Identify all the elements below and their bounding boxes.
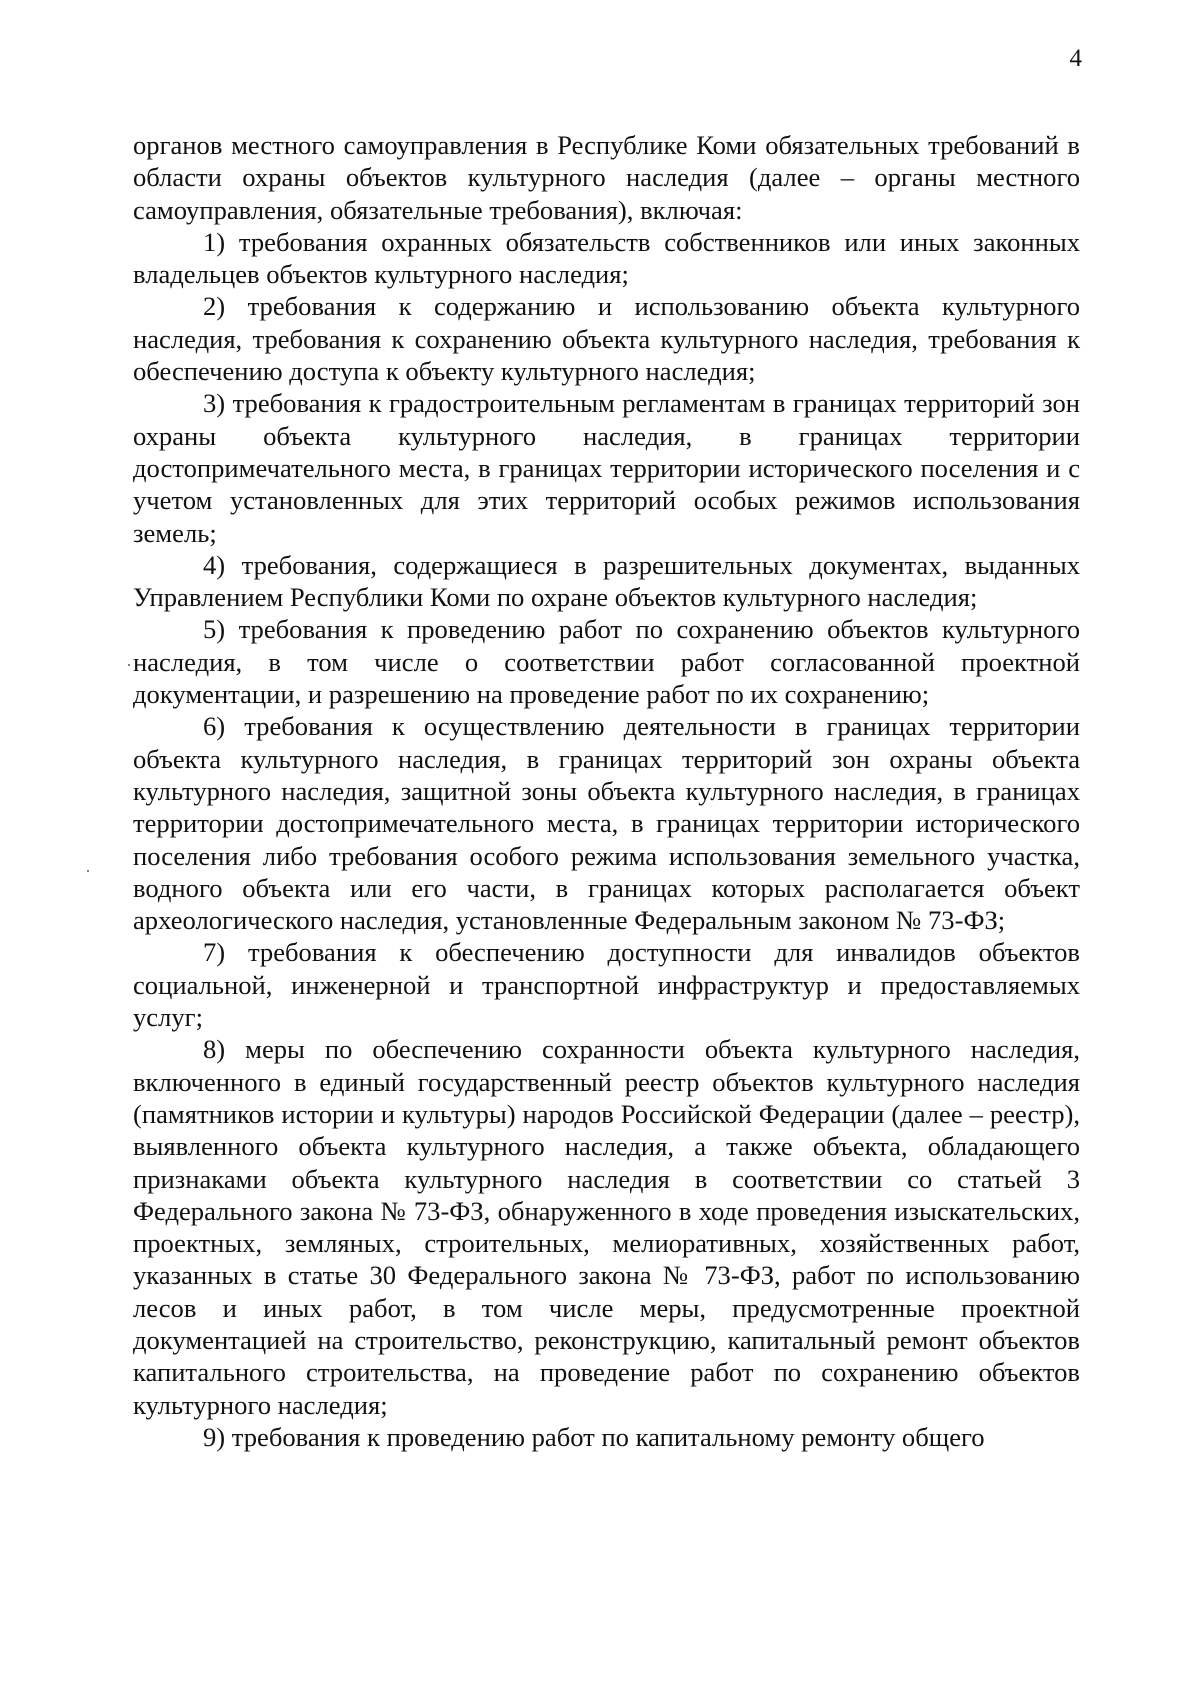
- requirement-item-5: 5) требования к проведению работ по сохранению объектов культурного наследия, в том числе о соответствии работ согласованной проектной документации, и разрешению на проведение работ по их сохранению;: [133, 614, 1080, 710]
- scan-speck: [128, 664, 130, 666]
- requirement-item-2: 2) требования к содержанию и использованию объекта культурного наследия, требования к сохранению объекта культурного наследия, требования к обеспечению доступа к объекту культурного наследия;: [133, 291, 1080, 387]
- requirement-item-8: 8) меры по обеспечению сохранности объекта культурного наследия, включенного в единый государственный реестр объектов культурного наследия (памятников истории и культуры) народов Российской Федерации (далее – реестр), выявленного объекта культурного наследия, а также объекта, обладающего признаками объекта культурного наследия в соответствии со статьей 3 Федерального закона № 73-ФЗ, обнаруженного в ходе проведения изыскательских, проектных, земляных, строительных, мелиоративных, хозяйственных работ, указанных в статье 30 Федерального закона № 73-ФЗ, работ по использованию лесов и иных работ, в том числе меры, предусмотренные проектной документацией на строительство, реконструкцию, капитальный ремонт объектов капитального строительства, на проведение работ по сохранению объектов культурного наследия;: [133, 1034, 1080, 1420]
- scan-speck: [87, 870, 89, 872]
- requirement-item-6: 6) требования к осуществлению деятельности в границах территории объекта культурного наследия, в границах территорий зон охраны объекта культурного наследия, защитной зоны объекта культурного наследия, в границах территории достопримечательного места, в границах территории исторического поселения либо требования особого режима использования земельного участка, водного объекта или его части, в границах которых располагается объект археологического наследия, установленные Федеральным законом № 73-ФЗ;: [133, 711, 1080, 936]
- requirement-item-7: 7) требования к обеспечению доступности для инвалидов объектов социальной, инженерной и транспортной инфраструктур и предоставляемых услуг;: [133, 937, 1080, 1033]
- page-number: 4: [1069, 45, 1082, 72]
- intro-paragraph: органов местного самоуправления в Республике Коми обязательных требований в области охраны объектов культурного наследия (далее – органы местного самоуправления, обязательные требования), включая:: [133, 130, 1080, 225]
- requirement-item-4: 4) требования, содержащиеся в разрешительных документах, выданных Управлением Республики Коми по охране объектов культурного наследия;: [133, 549, 1080, 613]
- requirement-item-3: 3) требования к градостроительным регламентам в границах территорий зон охраны объекта культурного наследия, в границах территории достопримечательного места, в границах территории исторического поселения и с учетом установленных для этих территорий особых режимов использования земель;: [133, 388, 1080, 548]
- document-body: [133, 129, 1080, 1453]
- requirement-item-1: 1) требования охранных обязательств собственников или иных законных владельцев объектов культурного наследия;: [133, 226, 1080, 290]
- requirement-item-9: 9) требования к проведению работ по капитальному ремонту общего: [203, 1421, 985, 1452]
